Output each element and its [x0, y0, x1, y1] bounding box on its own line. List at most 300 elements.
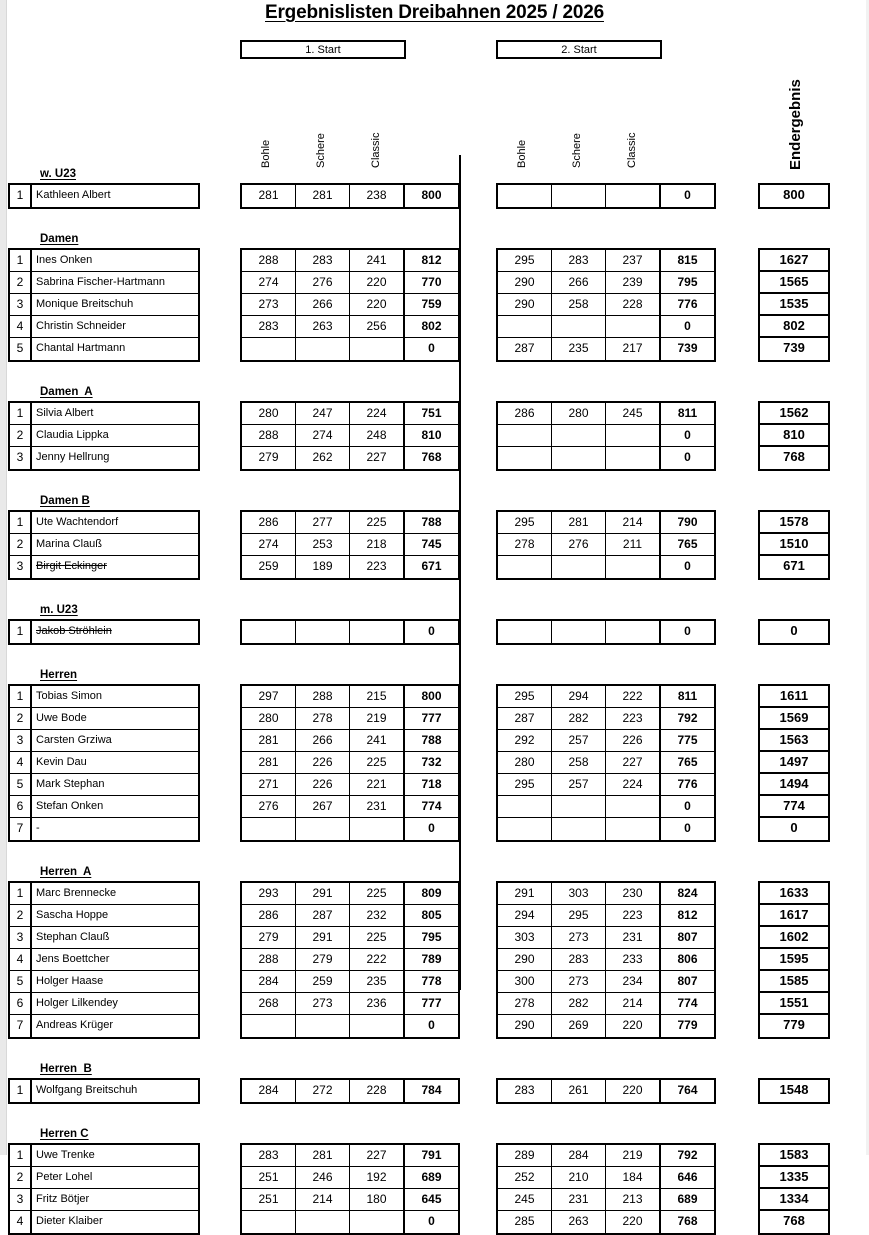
start-1-score-cell: 226 — [296, 752, 350, 773]
start-1-score-cell: 241 — [350, 250, 404, 271]
page-left-gutter — [0, 0, 7, 1155]
table-row — [10, 1189, 198, 1211]
rank-cell: 3 — [10, 556, 32, 578]
table-row — [10, 338, 198, 360]
table-row — [242, 971, 458, 993]
player-name-cell: Marina Clauß — [36, 538, 103, 550]
player-name-cell: Andreas Krüger — [36, 1019, 114, 1031]
start-2-total-cell: 0 — [660, 185, 714, 207]
start-1-score-cell: 259 — [296, 971, 350, 992]
table-row — [498, 556, 714, 578]
start-2-score-cell: 210 — [552, 1167, 606, 1188]
final-result-cell: 768 — [783, 1213, 805, 1228]
table-row — [498, 730, 714, 752]
table-row — [498, 927, 714, 949]
rank-cell: 3 — [10, 294, 32, 315]
table-row — [10, 971, 198, 993]
start-1-score-cell: 276 — [296, 272, 350, 293]
start-1-score-cell: 278 — [296, 708, 350, 729]
start-2-score-cell: 282 — [552, 708, 606, 729]
start-1-total-cell: 0 — [404, 1211, 458, 1233]
start-1-score-cell: 248 — [350, 425, 404, 446]
start-1-score-cell: 268 — [242, 993, 296, 1014]
start-2-score-cell — [552, 447, 606, 469]
start-2-score-cell: 252 — [498, 1167, 552, 1188]
start-1-total-cell: 645 — [404, 1189, 458, 1210]
table-row — [242, 905, 458, 927]
table-row — [242, 927, 458, 949]
final-result-table — [758, 1078, 830, 1104]
rank-cell: 1 — [10, 883, 32, 904]
start-1-total-cell: 0 — [404, 621, 458, 643]
player-name-cell: Ute Wachtendorf — [36, 516, 119, 528]
start-1-total-cell: 689 — [404, 1167, 458, 1188]
start-2-total-cell: 815 — [660, 250, 714, 271]
start-1-score-cell: 266 — [296, 730, 350, 751]
start-2-score-cell: 233 — [606, 949, 660, 970]
table-row — [10, 512, 198, 534]
start-2-total-cell: 775 — [660, 730, 714, 751]
start-1-score-cell: 280 — [242, 403, 296, 424]
start-1-score-cell: 259 — [242, 556, 296, 578]
start-1-score-cell — [350, 1211, 404, 1233]
rank-cell: 2 — [10, 425, 32, 446]
final-result-cell: 1548 — [779, 1082, 809, 1097]
final-result-table — [758, 510, 830, 580]
player-name-cell: Uwe Bode — [36, 712, 87, 724]
start-1-score-cell: 247 — [296, 403, 350, 424]
start-2-score-cell — [552, 796, 606, 817]
start-1-total-cell: 784 — [404, 1080, 458, 1102]
start-2-score-cell: 290 — [498, 272, 552, 293]
start-1-score-cell: 251 — [242, 1167, 296, 1188]
start-2-score-cell: 223 — [606, 708, 660, 729]
table-row — [242, 1167, 458, 1189]
player-name-cell: Monique Breitschuh — [36, 298, 134, 310]
start-2-total-cell: 0 — [660, 425, 714, 446]
table-row — [242, 730, 458, 752]
table-row — [10, 621, 198, 643]
table-row — [10, 294, 198, 316]
start-1-score-cell — [242, 818, 296, 840]
start-1-total-cell: 745 — [404, 534, 458, 555]
start-1-score-cell: 288 — [242, 425, 296, 446]
final-result-cell: 810 — [760, 425, 828, 447]
table-row — [242, 403, 458, 425]
start-2-total-cell: 0 — [660, 621, 714, 643]
table-row — [242, 185, 458, 207]
start-1-score-cell: 219 — [350, 708, 404, 729]
player-name-cell: Christin Schneider — [36, 320, 126, 332]
start-1-score-cell: 273 — [242, 294, 296, 315]
start-2-score-cell: 227 — [606, 752, 660, 773]
table-row — [498, 905, 714, 927]
table-row — [10, 993, 198, 1015]
start-2-score-cell: 224 — [606, 774, 660, 795]
start-2-score-cell — [606, 621, 660, 643]
start-2-score-cell: 245 — [606, 403, 660, 424]
table-row — [498, 708, 714, 730]
start-2-score-cell: 217 — [606, 338, 660, 360]
start-2-score-cell: 281 — [552, 512, 606, 533]
start-1-score-cell — [350, 818, 404, 840]
start2-classic-header: Classic — [626, 132, 638, 168]
final-result-table — [758, 401, 830, 471]
start-1-total-cell: 788 — [404, 730, 458, 751]
start-1-score-cell — [296, 818, 350, 840]
table-row — [498, 796, 714, 818]
start-2-score-cell: 287 — [498, 708, 552, 729]
start-1-total-cell: 718 — [404, 774, 458, 795]
start-1-score-cell: 283 — [296, 250, 350, 271]
start-2-total-cell: 774 — [660, 993, 714, 1014]
start-1-total-cell: 671 — [404, 556, 458, 578]
start-1-score-cell: 266 — [296, 294, 350, 315]
start-2-score-cell: 234 — [606, 971, 660, 992]
final-result-cell: 1583 — [760, 1145, 828, 1167]
table-row — [498, 993, 714, 1015]
rank-cell: 3 — [10, 927, 32, 948]
player-name-cell: Carsten Grziwa — [36, 734, 112, 746]
player-name-cell: Mark Stephan — [36, 778, 105, 790]
final-result-cell: 1627 — [760, 250, 828, 272]
final-result-cell: 739 — [783, 340, 805, 355]
start-1-total-cell: 800 — [404, 185, 458, 207]
start-1-score-cell: 273 — [296, 993, 350, 1014]
start-2-score-cell — [552, 818, 606, 840]
player-name-cell: Jenny Hellrung — [36, 451, 110, 463]
start-1-total-cell: 751 — [404, 403, 458, 424]
start-2-score-cell — [606, 447, 660, 469]
start-2-score-cell — [498, 185, 552, 207]
start-1-score-cell: 277 — [296, 512, 350, 533]
start-2-score-cell: 228 — [606, 294, 660, 315]
table-row — [242, 883, 458, 905]
start1-bohle-header: Bohle — [260, 139, 272, 168]
table-row — [498, 447, 714, 469]
page-title: Ergebnislisten Dreibahnen 2025 / 2026 — [265, 2, 604, 23]
final-result-table — [758, 183, 830, 209]
rank-cell: 1 — [10, 185, 32, 207]
start-1-total-cell: 732 — [404, 752, 458, 773]
start-1-score-table — [240, 684, 460, 842]
start-1-score-cell: 283 — [242, 1145, 296, 1166]
start-2-score-cell — [606, 185, 660, 207]
table-row — [10, 905, 198, 927]
endergebnis-header: Endergebnis — [787, 79, 804, 170]
start-1-score-cell: 238 — [350, 185, 404, 207]
start-2-score-cell: 273 — [552, 971, 606, 992]
player-name-cell: Tobias Simon — [36, 690, 103, 702]
start-2-score-cell: 286 — [498, 403, 552, 424]
table-row — [242, 752, 458, 774]
start-1-score-cell: 232 — [350, 905, 404, 926]
table-row — [498, 185, 714, 207]
player-name-cell: Jakob Ströhlein — [36, 625, 112, 637]
table-row — [242, 250, 458, 272]
player-name-table — [8, 183, 200, 209]
final-result-cell: 1585 — [760, 971, 828, 993]
start-2-score-table — [496, 1078, 716, 1104]
start-2-score-cell: 257 — [552, 774, 606, 795]
start-1-score-cell: 293 — [242, 883, 296, 904]
start-1-score-cell: 279 — [242, 447, 296, 469]
start-2-score-cell: 237 — [606, 250, 660, 271]
final-result-cell: 1565 — [760, 272, 828, 294]
rank-cell: 3 — [10, 730, 32, 751]
start-1-score-cell: 221 — [350, 774, 404, 795]
rank-cell: 4 — [10, 316, 32, 337]
start-1-score-cell: 225 — [350, 883, 404, 904]
start-1-total-cell: 795 — [404, 927, 458, 948]
final-result-cell: 0 — [790, 623, 798, 638]
start-1-score-table — [240, 248, 460, 362]
start-1-total-cell: 789 — [404, 949, 458, 970]
start-1-score-cell: 274 — [242, 272, 296, 293]
start-2-total-cell: 765 — [660, 752, 714, 773]
start-1-score-cell — [350, 338, 404, 360]
start-2-total-cell: 764 — [660, 1080, 714, 1102]
start-1-total-cell: 802 — [404, 316, 458, 337]
rank-cell: 3 — [10, 1189, 32, 1210]
start-2-score-cell: 258 — [552, 752, 606, 773]
start-2-score-cell: 295 — [552, 905, 606, 926]
start-2-total-cell: 0 — [660, 818, 714, 840]
start-2-score-cell — [606, 425, 660, 446]
start-2-total-cell: 776 — [660, 294, 714, 315]
start-2-total-cell: 824 — [660, 883, 714, 904]
start-2-score-table — [496, 881, 716, 1039]
table-row — [242, 1189, 458, 1211]
start-2-score-cell: 280 — [498, 752, 552, 773]
table-row — [10, 403, 198, 425]
player-name-cell: Jens Boettcher — [36, 953, 110, 965]
table-row — [242, 796, 458, 818]
start-2-score-cell: 278 — [498, 534, 552, 555]
table-row — [242, 774, 458, 796]
start-1-score-cell: 220 — [350, 272, 404, 293]
player-name-cell: Silvia Albert — [36, 407, 94, 419]
start-2-score-cell: 290 — [498, 949, 552, 970]
section-heading: Damen A — [40, 386, 93, 398]
start-2-score-cell: 220 — [606, 1015, 660, 1037]
rank-cell: 4 — [10, 752, 32, 773]
table-row — [498, 883, 714, 905]
start-2-score-cell: 284 — [552, 1145, 606, 1166]
final-result-cell: 1569 — [760, 708, 828, 730]
start-2-score-cell: 292 — [498, 730, 552, 751]
start2-schere-header: Schere — [571, 133, 583, 168]
start-2-score-cell — [606, 796, 660, 817]
start-2-score-cell: 295 — [498, 686, 552, 707]
start-2-score-cell: 211 — [606, 534, 660, 555]
table-row — [242, 447, 458, 469]
rank-cell: 2 — [10, 534, 32, 555]
start-1-score-table — [240, 183, 460, 209]
start-2-total-cell: 776 — [660, 774, 714, 795]
start-2-score-cell: 235 — [552, 338, 606, 360]
start-2-total-cell: 812 — [660, 905, 714, 926]
start-1-total-cell: 774 — [404, 796, 458, 817]
start-2-score-cell — [498, 796, 552, 817]
table-row — [10, 1015, 198, 1037]
rank-cell: 2 — [10, 1167, 32, 1188]
table-row — [242, 272, 458, 294]
table-row — [10, 752, 198, 774]
start-1-score-cell: 286 — [242, 512, 296, 533]
player-name-cell: Wolfgang Breitschuh — [36, 1084, 138, 1096]
start1-schere-header: Schere — [315, 133, 327, 168]
player-name-cell: Stefan Onken — [36, 800, 104, 812]
table-row — [498, 752, 714, 774]
start-1-score-cell — [242, 1211, 296, 1233]
player-name-table — [8, 1078, 200, 1104]
start-2-score-cell: 283 — [552, 949, 606, 970]
start-1-score-cell: 287 — [296, 905, 350, 926]
start-2-score-cell: 291 — [498, 883, 552, 904]
start-1-score-cell: 288 — [296, 686, 350, 707]
start-2-score-table — [496, 1143, 716, 1235]
rank-cell: 5 — [10, 338, 32, 360]
start-2-total-cell: 0 — [660, 316, 714, 337]
start-2-total-cell: 739 — [660, 338, 714, 360]
start-2-score-cell: 257 — [552, 730, 606, 751]
final-result-cell: 774 — [760, 796, 828, 818]
start-1-total-cell: 800 — [404, 686, 458, 707]
final-result-cell: 1551 — [760, 993, 828, 1015]
start-1-total-cell: 778 — [404, 971, 458, 992]
final-result-table — [758, 248, 830, 362]
start-1-total-cell: 0 — [404, 1015, 458, 1037]
rank-cell: 1 — [10, 686, 32, 707]
section-heading: Herren A — [40, 866, 92, 878]
start-2-score-cell: 266 — [552, 272, 606, 293]
final-result-cell: 1535 — [760, 294, 828, 316]
start-1-score-cell: 228 — [350, 1080, 404, 1102]
table-row — [10, 1167, 198, 1189]
start-2-score-cell: 295 — [498, 512, 552, 533]
rank-cell: 1 — [10, 1080, 32, 1102]
start-1-score-cell: 288 — [242, 250, 296, 271]
start-1-total-cell: 759 — [404, 294, 458, 315]
start-1-score-cell: 288 — [242, 949, 296, 970]
player-name-table — [8, 248, 200, 362]
player-name-cell: Fritz Bötjer — [36, 1193, 90, 1205]
start-2-total-cell: 779 — [660, 1015, 714, 1037]
table-row — [498, 250, 714, 272]
player-name-cell: Holger Haase — [36, 975, 104, 987]
start-2-total-cell: 806 — [660, 949, 714, 970]
start-1-score-cell: 224 — [350, 403, 404, 424]
table-row — [10, 730, 198, 752]
table-row — [10, 316, 198, 338]
start-1-score-cell: 235 — [350, 971, 404, 992]
start-1-score-cell: 272 — [296, 1080, 350, 1102]
start-1-score-cell: 281 — [296, 185, 350, 207]
final-result-table — [758, 619, 830, 645]
table-row — [498, 818, 714, 840]
section-heading: Herren B — [40, 1063, 92, 1075]
table-row — [10, 1080, 198, 1102]
start-2-score-cell: 290 — [498, 294, 552, 315]
rank-cell: 4 — [10, 949, 32, 970]
player-name-table — [8, 1143, 200, 1235]
table-row — [498, 1189, 714, 1211]
start-1-score-cell: 214 — [296, 1189, 350, 1210]
start-2-score-cell: 230 — [606, 883, 660, 904]
start-1-score-cell — [296, 1211, 350, 1233]
start-1-total-cell: 788 — [404, 512, 458, 533]
table-row — [10, 927, 198, 949]
start-2-score-cell: 263 — [552, 1211, 606, 1233]
start-1-score-cell: 236 — [350, 993, 404, 1014]
start-1-score-cell: 284 — [242, 1080, 296, 1102]
rank-cell: 2 — [10, 905, 32, 926]
start-2-score-cell: 289 — [498, 1145, 552, 1166]
start-1-score-cell: 291 — [296, 883, 350, 904]
start-2-score-cell: 231 — [606, 927, 660, 948]
start-1-score-cell — [296, 338, 350, 360]
start-2-score-cell: 294 — [498, 905, 552, 926]
player-name-cell: Kathleen Albert — [36, 189, 111, 201]
start-1-total-cell: 777 — [404, 993, 458, 1014]
player-name-cell: Dieter Klaiber — [36, 1215, 103, 1227]
start-1-total-cell: 777 — [404, 708, 458, 729]
start-2-score-table — [496, 401, 716, 471]
player-name-cell: Chantal Hartmann — [36, 342, 126, 354]
table-row — [242, 949, 458, 971]
start-1-score-table — [240, 401, 460, 471]
start-2-score-cell: 278 — [498, 993, 552, 1014]
start-2-score-cell: 220 — [606, 1080, 660, 1102]
table-row — [10, 686, 198, 708]
start-1-score-cell: 286 — [242, 905, 296, 926]
start-2-score-cell: 261 — [552, 1080, 606, 1102]
start-2-header: 2. Start — [496, 40, 662, 59]
table-row — [498, 1211, 714, 1233]
start-1-score-cell: 263 — [296, 316, 350, 337]
table-row — [242, 1145, 458, 1167]
start-1-score-cell — [242, 1015, 296, 1037]
table-row — [498, 949, 714, 971]
final-result-cell: 779 — [783, 1017, 805, 1032]
start-1-score-cell — [296, 621, 350, 643]
start-2-score-cell — [498, 316, 552, 337]
table-row — [242, 1015, 458, 1037]
start-2-score-cell: 276 — [552, 534, 606, 555]
player-name-cell: Peter Lohel — [36, 1171, 93, 1183]
player-name-cell: - — [36, 822, 40, 834]
start-2-score-cell: 285 — [498, 1211, 552, 1233]
start-1-score-cell: 215 — [350, 686, 404, 707]
table-row — [10, 774, 198, 796]
player-name-cell: Birgit Eckinger — [36, 560, 107, 572]
table-row — [242, 316, 458, 338]
table-row — [498, 272, 714, 294]
start-2-total-cell: 811 — [660, 403, 714, 424]
final-result-cell: 1633 — [760, 883, 828, 905]
start-1-score-cell: 291 — [296, 927, 350, 948]
start-1-score-cell — [350, 1015, 404, 1037]
start-2-score-cell: 220 — [606, 1211, 660, 1233]
rank-cell: 1 — [10, 250, 32, 271]
start-1-score-cell: 223 — [350, 556, 404, 578]
table-row — [242, 818, 458, 840]
start-1-score-cell: 284 — [242, 971, 296, 992]
start-1-score-cell: 281 — [242, 752, 296, 773]
player-name-table — [8, 619, 200, 645]
start-1-score-cell: 225 — [350, 512, 404, 533]
